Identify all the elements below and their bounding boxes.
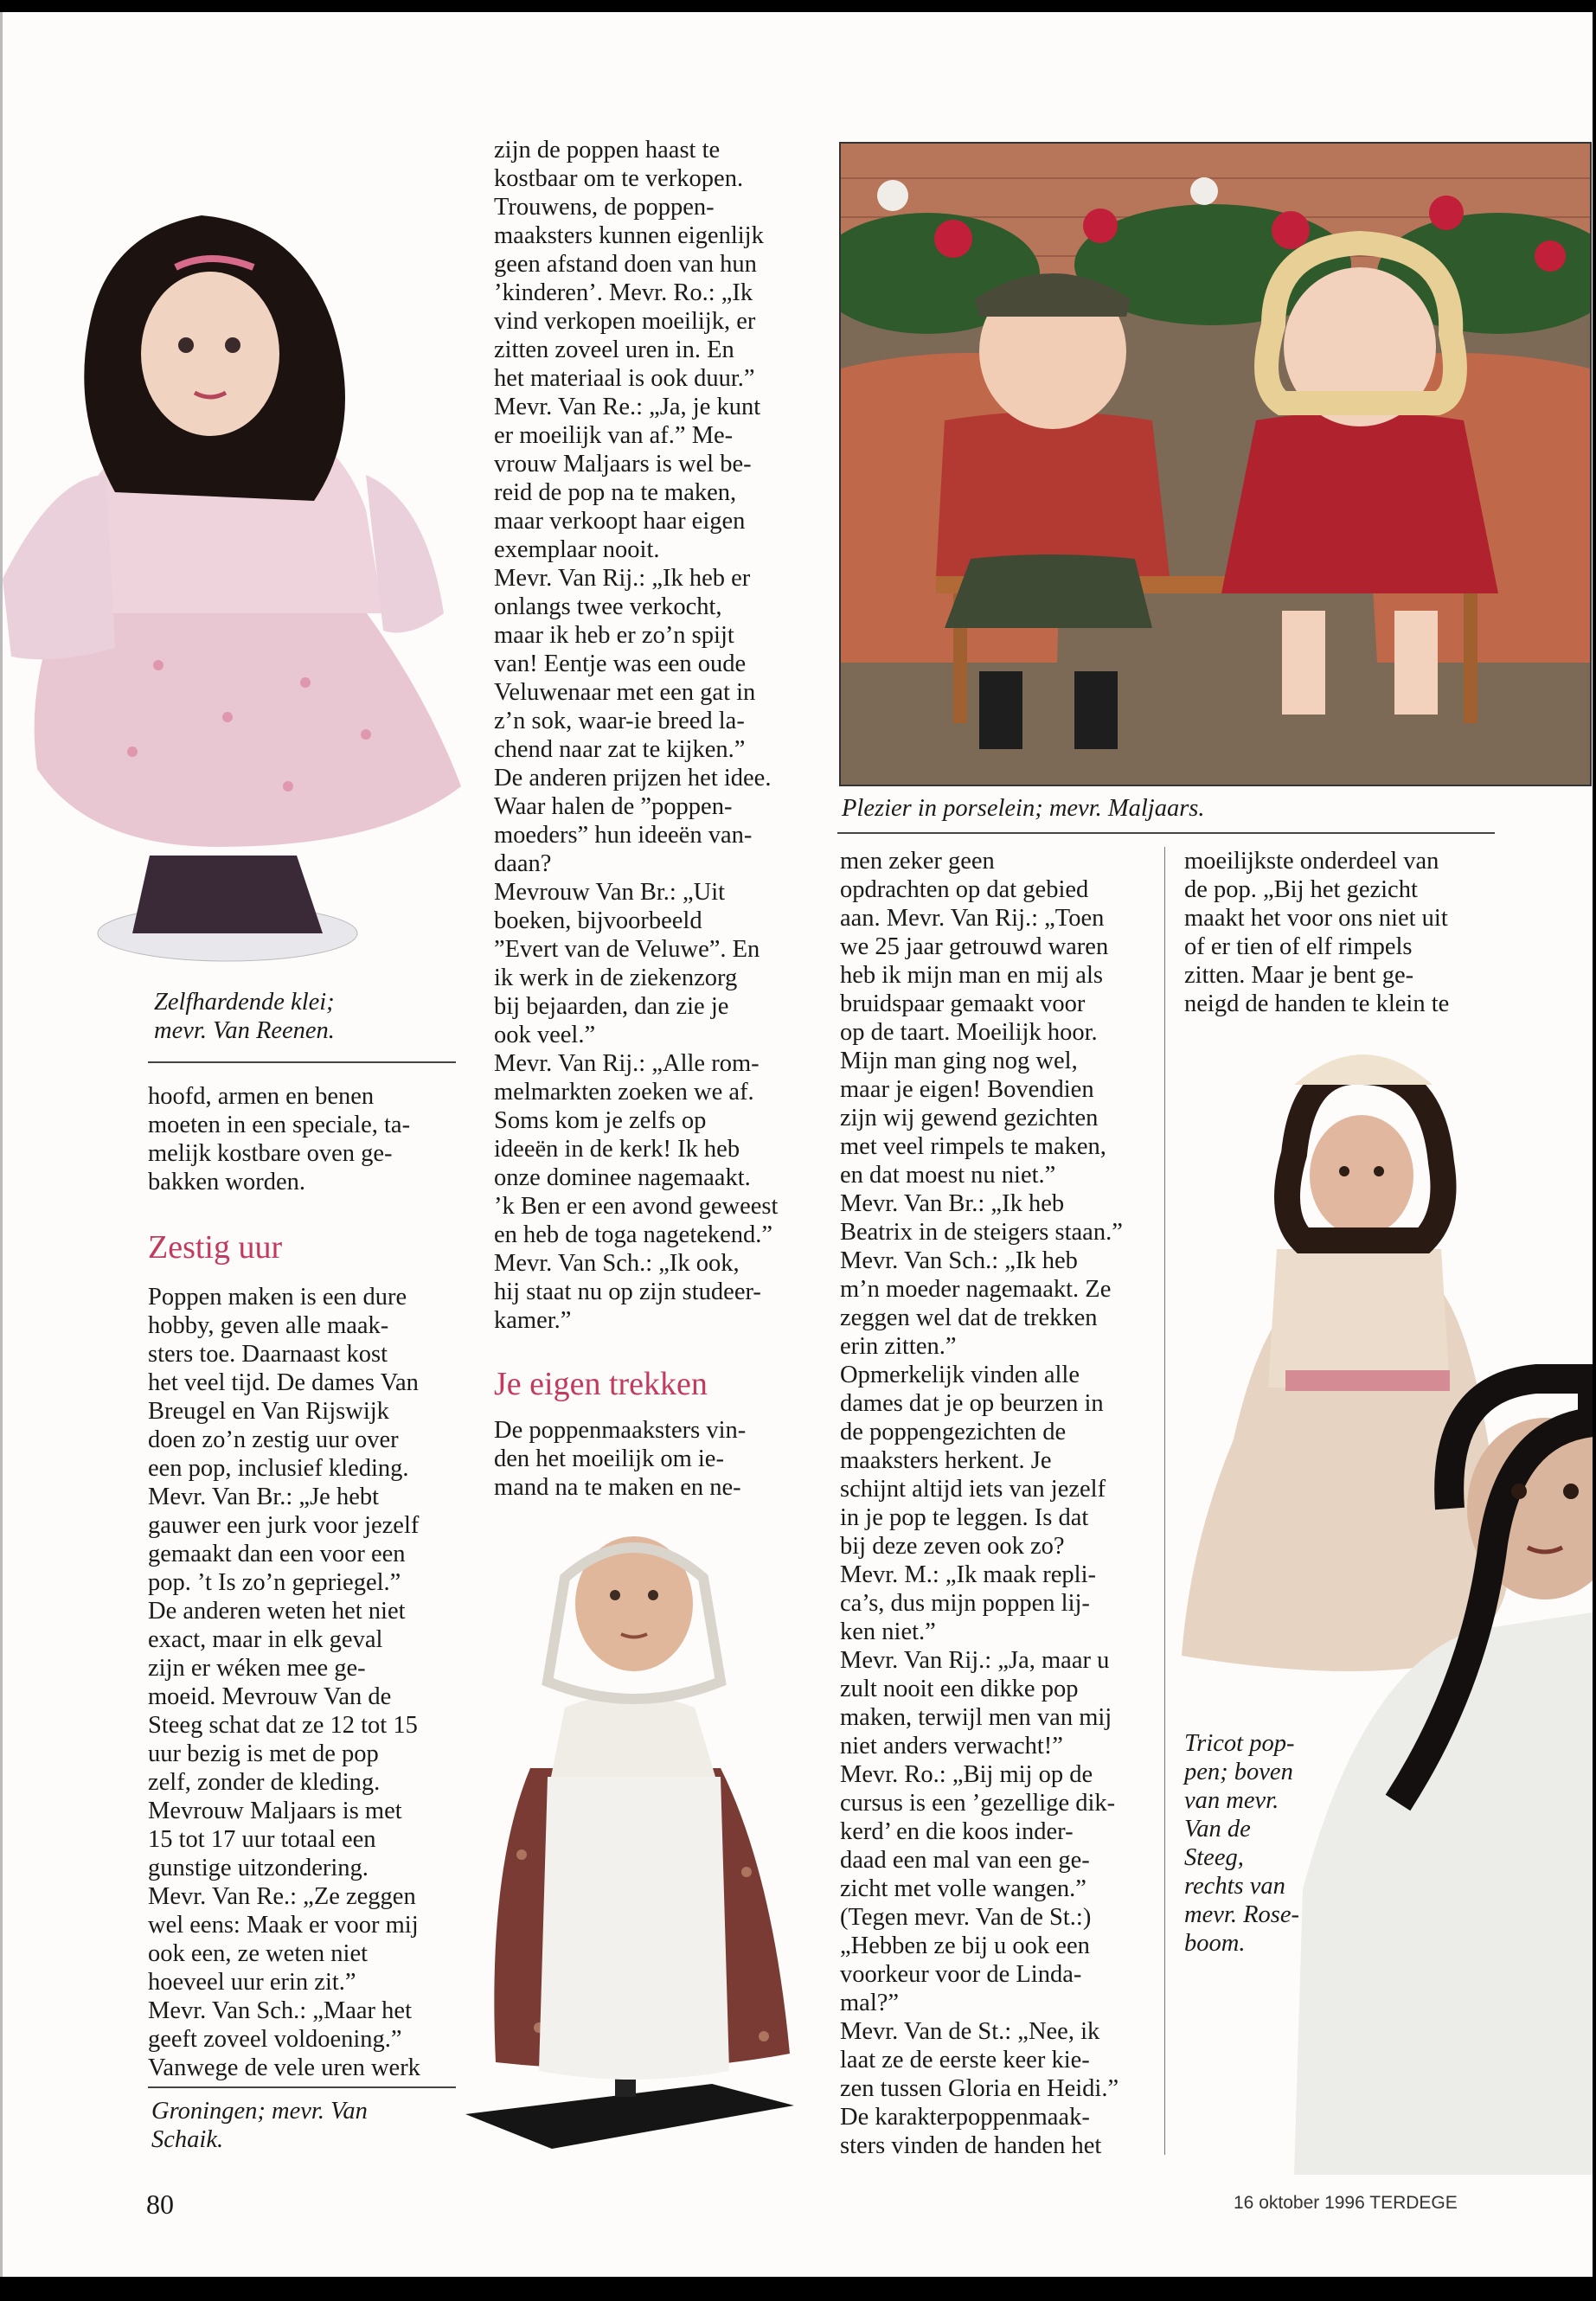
col2-body-line: bij bejaarden, dan zie je <box>494 993 729 1020</box>
caption-rule <box>148 1061 456 1063</box>
caption-line: Groningen; mevr. Van <box>151 2098 368 2125</box>
page-number: 80 <box>146 2189 174 2220</box>
col1-body-line: Breugel en Van Rijswijk <box>148 1398 389 1425</box>
col3-body-line: cursus is een ’gezellige dik- <box>840 1790 1116 1817</box>
col2-body-line: exemplaar nooit. <box>494 536 660 563</box>
col2-body-line: reid de pop na te maken, <box>494 479 737 506</box>
col1-intro-line: melijk kostbare oven ge- <box>148 1140 393 1167</box>
col3-body-line: maken, terwijl men van mij <box>840 1704 1112 1731</box>
caption-line: rechts van <box>1184 1873 1285 1900</box>
col3-body-line: zen tussen Gloria en Heidi.” <box>840 2075 1119 2102</box>
col1-body-line: gemaakt dan een voor een <box>148 1541 406 1567</box>
caption-tricot-dolls <box>1184 1729 1314 1958</box>
col2-body-line: moeders” hun ideeën van- <box>494 822 753 849</box>
col3-body-line: men zeker geen <box>840 848 995 875</box>
caption-rule <box>148 2086 456 2088</box>
col3-body-line: zult nooit een dikke pop <box>840 1676 1079 1702</box>
col3-body-line: Mevr. Ro.: „Bij mij op de <box>840 1761 1093 1788</box>
col2-body-line: Mevr. Van Rij.: „Ik heb er <box>494 565 751 592</box>
col2-body-line: zijn de poppen haast te <box>494 137 721 163</box>
col2-body-line: het materiaal is ook duur.” <box>494 365 755 392</box>
column-3 <box>840 847 1160 2160</box>
col3-body-line: kerd’ en die koos inder- <box>840 1818 1074 1845</box>
col2-body-line: onlangs twee verkocht, <box>494 593 722 620</box>
col3-body-line: bruidspaar gemaakt voor <box>840 990 1086 1017</box>
col1-body-line: gauwer een jurk voor jezelf <box>148 1512 420 1539</box>
col2-body-line: Mevr. Van Re.: „Ja, je kunt <box>494 394 761 420</box>
col1-body-line: Poppen maken is een dure <box>148 1284 407 1311</box>
col3-body-line: laat ze de eerste keer kie- <box>840 2047 1090 2073</box>
col3-body-line: bij deze zeven ook zo? <box>840 1533 1065 1560</box>
col2-body-line: vrouw Maljaars is wel be- <box>494 451 752 478</box>
col2-body-line: maaksters kunnen eigenlijk <box>494 222 764 249</box>
col4-body-line: neigd de handen te klein te <box>1184 990 1450 1017</box>
caption-line: mevr. Rose- <box>1184 1901 1299 1928</box>
col2-body-line: vind verkopen moeilijk, er <box>494 308 756 335</box>
heading-zestig-uur: Zestig uur <box>148 1229 283 1266</box>
caption-line: Schaik. <box>151 2126 224 2153</box>
col2-body-line: onze dominee nagemaakt. <box>494 1164 751 1191</box>
col2-body-line: van! Eentje was een oude <box>494 651 747 677</box>
col1-body-line: De anderen weten het niet <box>148 1598 406 1625</box>
col3-body-line: daad een mal van een ge- <box>840 1847 1090 1874</box>
col2-body-line: mand na te maken en ne- <box>494 1474 741 1501</box>
col1-intro-line: bakken worden. <box>148 1169 306 1195</box>
magazine-page <box>0 12 1593 2277</box>
col2-body-line: ’kinderen’. Mevr. Ro.: „Ik <box>494 279 753 306</box>
col1-body-line: zijn er wéken mee ge- <box>148 1655 366 1682</box>
col3-body-line: de poppengezichten de <box>840 1419 1067 1445</box>
col2-body-line: ideeën in de kerk! Ik heb <box>494 1136 740 1163</box>
col4-body-line: maakt het voor ons niet uit <box>1184 905 1448 932</box>
column-2 <box>494 136 814 1502</box>
col2-body-line: De poppenmaaksters vin- <box>494 1417 747 1444</box>
col3-body-line: zeggen wel dat de trekken <box>840 1304 1098 1331</box>
col3-body-line: met veel rimpels te maken, <box>840 1133 1106 1160</box>
heading-je-eigen-trekken: Je eigen trekken <box>494 1366 708 1402</box>
col3-body-line: „Hebben ze bij u ook een <box>840 1932 1090 1959</box>
col3-body-line: op de taart. Moeilijk hoor. <box>840 1019 1098 1046</box>
col1-body-line: geeft zoveel voldoening.” <box>148 2026 402 2053</box>
photo-bench-dolls <box>839 142 1592 786</box>
col2-body-line: De anderen prijzen het idee. <box>494 765 772 792</box>
col2-body-line: ’k Ben er een avond geweest <box>494 1193 779 1220</box>
col2-body-line: daan? <box>494 850 552 877</box>
caption-line: Zelfhardende klei; <box>154 989 335 1016</box>
col3-body-line: heb ik mijn man en mij als <box>840 962 1103 989</box>
col2-body-line: geen afstand doen van hun <box>494 251 757 278</box>
col1-body-line: exact, maar in elk geval <box>148 1626 383 1653</box>
col1-body-line: Mevr. Van Br.: „Je hebt <box>148 1484 380 1510</box>
col4-body-line: de pop. „Bij het gezicht <box>1184 876 1418 903</box>
col3-body-line: mal?” <box>840 1990 900 2016</box>
col3-body-line: niet anders verwacht!” <box>840 1733 1063 1759</box>
caption-line: boom. <box>1184 1930 1246 1957</box>
col3-body-line: en dat moest nu niet.” <box>840 1162 1056 1189</box>
col2-body-line: Trouwens, de poppen- <box>494 194 715 221</box>
col1-body-line: pop. ’t Is zo’n gepriegel.” <box>148 1569 401 1596</box>
col2-body-line: er moeilijk van af.” Me- <box>494 422 734 449</box>
col3-body-line: zicht met volle wangen.” <box>840 1875 1086 1902</box>
col3-body-line: Mijn man ging nog wel, <box>840 1048 1078 1074</box>
col2-body-line: kostbaar om te verkopen. <box>494 165 744 192</box>
photo-tricot-dolls <box>1164 1024 1593 2183</box>
doll-photo-groningen <box>461 1509 807 2157</box>
col3-body-line: dames dat je op beurzen in <box>840 1390 1104 1417</box>
caption-line: pen; boven <box>1184 1759 1293 1785</box>
col3-body-line: ca’s, dus mijn poppen lij- <box>840 1590 1090 1617</box>
column-4 <box>1184 847 1504 1018</box>
col1-body-line: wel eens: Maak er voor mij <box>148 1912 419 1939</box>
col1-body-line: gunstige uitzondering. <box>148 1855 369 1881</box>
col3-body-line: voorkeur voor de Linda- <box>840 1961 1082 1988</box>
col3-body-line: Mevr. Van de St.: „Nee, ik <box>840 2018 1100 2045</box>
col2-body-line: den het moeilijk om ie- <box>494 1445 724 1472</box>
col1-body-line: het veel tijd. De dames Van <box>148 1369 419 1396</box>
col2-body-line: boeken, bijvoorbeeld <box>494 907 702 934</box>
caption-doll2 <box>151 2097 454 2154</box>
col3-body-line: erin zitten.” <box>840 1333 957 1360</box>
col4-body-line: zitten. Maar je bent ge- <box>1184 962 1414 989</box>
caption-line: Tricot pop- <box>1184 1730 1295 1757</box>
col2-body-line: chend naar zat te kijken.” <box>494 736 746 763</box>
col2-body-line: ook veel.” <box>494 1022 596 1048</box>
col1-body-line: Steeg schat dat ze 12 tot 15 <box>148 1712 418 1739</box>
col3-body-line: in je pop te leggen. Is dat <box>840 1504 1089 1531</box>
caption-line: Van de <box>1184 1816 1251 1843</box>
col1-body-line: hoeveel uur erin zit.” <box>148 1969 356 1996</box>
issue-dateline: 16 oktober 1996 TERDEGE <box>1234 2193 1458 2213</box>
col3-body-line: opdrachten op dat gebied <box>840 876 1089 903</box>
col1-body-line: Mevr. Van Re.: „Ze zeggen <box>148 1883 416 1910</box>
col2-body-line: Mevr. Van Sch.: „Ik ook, <box>494 1250 740 1277</box>
col2-body-line: z’n sok, waar-ie breed la- <box>494 708 745 734</box>
col3-body-line: Opmerkelijk vinden alle <box>840 1362 1080 1388</box>
col4-body-line: of er tien of elf rimpels <box>1184 933 1413 960</box>
col3-body-line: Mevr. Van Rij.: „Ja, maar u <box>840 1647 1110 1674</box>
col3-body-line: ken niet.” <box>840 1618 936 1645</box>
col3-body-line: (Tegen mevr. Van de St.:) <box>840 1904 1092 1931</box>
caption-line: Steeg, <box>1184 1844 1244 1871</box>
col1-body-line: Vanwege de vele uren werk <box>148 2054 420 2081</box>
col1-body-line: doen zo’n zestig uur over <box>148 1426 399 1453</box>
col1-body-line: sters toe. Daarnaast kost <box>148 1341 388 1368</box>
col3-body-line: maaksters herkent. Je <box>840 1447 1052 1474</box>
col1-body-line: ook een, ze weten niet <box>148 1940 369 1967</box>
col3-body-line: zijn wij gewend gezichten <box>840 1105 1099 1131</box>
col1-body-line: Mevrouw Maljaars is met <box>148 1798 402 1824</box>
col3-body-line: Mevr. Van Sch.: „Ik heb <box>840 1247 1078 1274</box>
caption-line: mevr. Van Reenen. <box>154 1017 335 1044</box>
col2-body-line: melmarkten zoeken we af. <box>494 1079 754 1106</box>
col3-body-line: we 25 jaar getrouwd waren <box>840 933 1109 960</box>
col2-body-line: maar verkoopt haar eigen <box>494 508 746 535</box>
col2-body-line: ik werk in de ziekenzorg <box>494 965 738 991</box>
col2-body-line: hij staat nu op zijn studeer- <box>494 1279 761 1305</box>
col1-body-line: moeid. Mevrouw Van de <box>148 1683 392 1710</box>
col1-body-line: uur bezig is met de pop <box>148 1740 379 1767</box>
caption-doll1 <box>154 988 457 1045</box>
col2-body-line: en heb de toga nagetekend.” <box>494 1221 773 1248</box>
col1-intro-line: hoofd, armen en benen <box>148 1083 375 1110</box>
col2-body-line: Mevrouw Van Br.: „Uit <box>494 879 726 906</box>
column-1 <box>148 1082 464 2082</box>
col1-body-line: hobby, geven alle maak- <box>148 1312 389 1339</box>
col2-body-line: Soms kom je zelfs op <box>494 1107 707 1134</box>
col1-intro-line: moeten in een speciale, ta- <box>148 1112 411 1138</box>
col2-body-line: Veluwenaar met een gat in <box>494 679 756 706</box>
col3-body-line: Beatrix in de steigers staan.” <box>840 1219 1123 1246</box>
col2-body-line: kamer.” <box>494 1307 572 1334</box>
col3-body-line: maar je eigen! Bovendien <box>840 1076 1094 1103</box>
caption-rule <box>837 832 1495 834</box>
col3-body-line: aan. Mevr. Van Rij.: „Toen <box>840 905 1105 932</box>
col3-body-line: Mevr. Van Br.: „Ik heb <box>840 1190 1065 1217</box>
col3-body-line: sters vinden de handen het <box>840 2132 1102 2159</box>
col2-body-line: Mevr. Van Rij.: „Alle rom- <box>494 1050 760 1077</box>
col2-body-line: zitten zoveel uren in. En <box>494 336 734 363</box>
caption-photo-bench: Plezier in porselein; mevr. Maljaars. <box>842 795 1205 822</box>
col1-body-line: een pop, inclusief kleding. <box>148 1455 409 1482</box>
col3-body-line: Mevr. M.: „Ik maak repli- <box>840 1561 1096 1588</box>
col3-body-line: schijnt altijd iets van jezelf <box>840 1476 1106 1503</box>
col3-body-line: De karakterpoppenmaak- <box>840 2104 1090 2131</box>
col2-body-line: ”Evert van de Veluwe”. En <box>494 936 760 963</box>
col3-body-line: m’n moeder nagemaakt. Ze <box>840 1276 1112 1303</box>
col1-body-line: Mevr. Van Sch.: „Maar het <box>148 1997 412 2024</box>
col1-body-line: 15 tot 17 uur totaal een <box>148 1826 376 1853</box>
caption-line: van mevr. <box>1184 1787 1279 1814</box>
col4-body-line: moeilijkste onderdeel van <box>1184 848 1439 875</box>
doll-photo-zelfhardende-klei <box>3 129 487 972</box>
col1-body-line: zelf, zonder de kleding. <box>148 1769 381 1796</box>
col2-body-line: maar ik heb er zo’n spijt <box>494 622 734 649</box>
col2-body-line: Waar halen de ”poppen- <box>494 793 733 820</box>
